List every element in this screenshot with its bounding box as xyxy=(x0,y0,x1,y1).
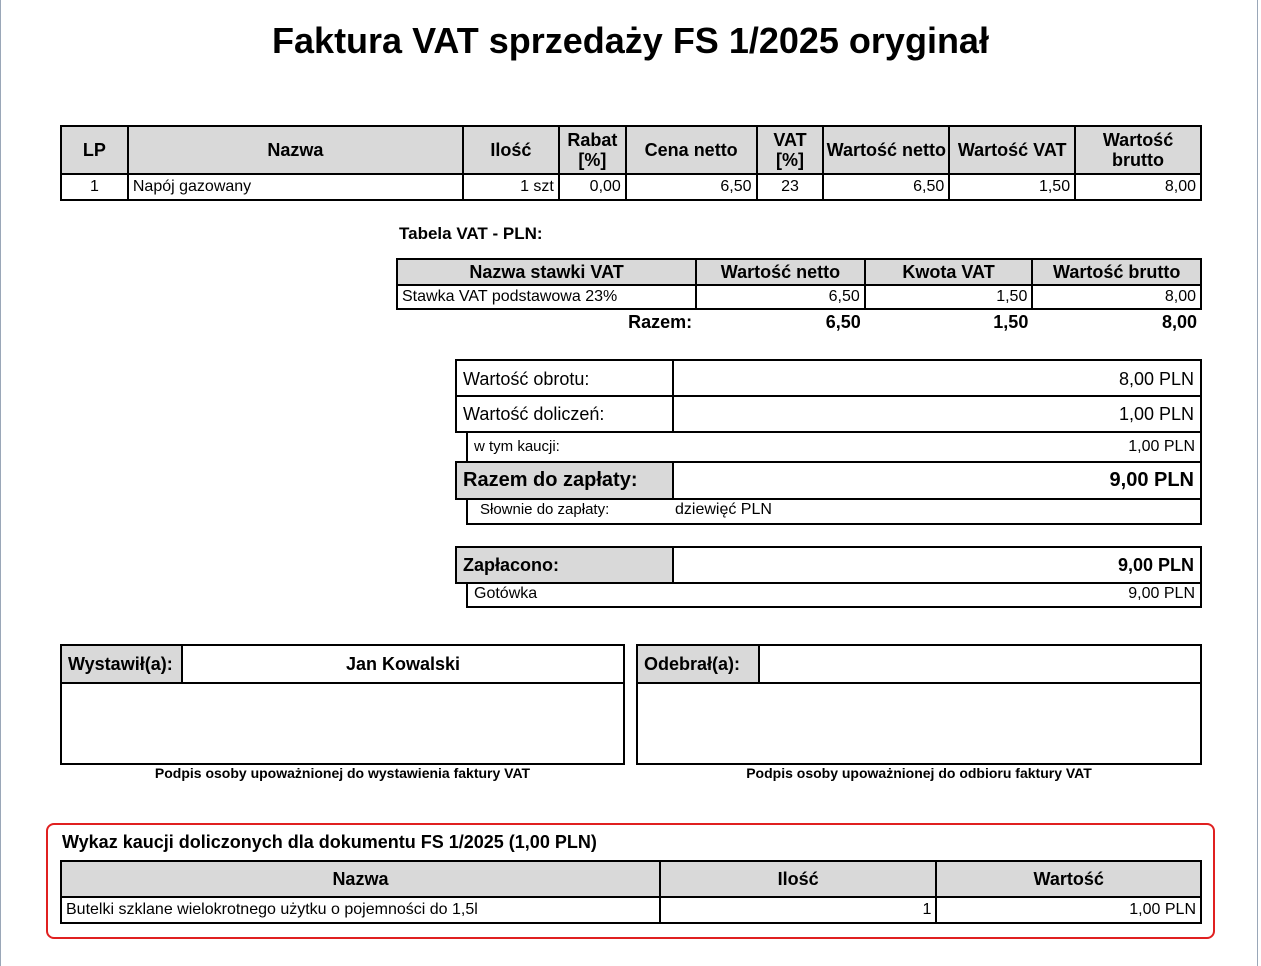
issuer-signature-header xyxy=(62,646,623,684)
item-lp: 1 xyxy=(61,174,128,200)
vat-header-row xyxy=(397,259,1201,285)
deposit-row xyxy=(466,431,1202,463)
issuer-signature-box xyxy=(60,644,625,765)
table-row xyxy=(397,285,1201,309)
paid-row xyxy=(455,546,1202,584)
header-qty: Ilość xyxy=(463,126,559,174)
header-net-value: Wartość netto xyxy=(823,126,949,174)
paid-value: 9,00 PLN xyxy=(1117,555,1194,575)
page-edge-right xyxy=(1257,0,1258,966)
vat-header-rate: Nazwa stawki VAT xyxy=(397,259,696,285)
words-value: dziewięć PLN xyxy=(675,501,772,518)
header-gross-line2: brutto xyxy=(1112,150,1165,170)
header-name: Nazwa xyxy=(128,126,463,174)
header-vat-line1: VAT xyxy=(773,130,807,150)
vat-net: 6,50 xyxy=(696,285,865,309)
payment-block xyxy=(455,546,1202,609)
paid-label: Zapłacono: xyxy=(463,555,560,575)
vat-rate-name: Stawka VAT podstawowa 23% xyxy=(397,285,696,309)
receiver-signature-caption: Podpis osoby upoważnionej do odbioru faktury VAT xyxy=(746,765,1092,781)
item-vat: 23 xyxy=(757,174,824,200)
vat-table-caption: Tabela VAT - PLN: xyxy=(399,224,543,243)
total-row xyxy=(455,461,1202,500)
header-discount xyxy=(559,126,626,174)
total-label: Razem do zapłaty: xyxy=(463,469,638,491)
vat-amount: 1,50 xyxy=(865,285,1033,309)
invoice-title: Faktura VAT sprzedaży FS 1/2025 oryginał xyxy=(272,20,989,61)
item-gross: 8,00 xyxy=(1075,174,1201,200)
header-net-price: Cena netto xyxy=(626,126,757,174)
vat-header-net: Wartość netto xyxy=(696,259,865,285)
deposit-header-value: Wartość xyxy=(936,861,1201,897)
header-vat xyxy=(757,126,824,174)
deposit-qty: 1 xyxy=(660,897,936,923)
header-gross-line1: Wartość xyxy=(1102,130,1174,150)
method-label: Gotówka xyxy=(474,585,538,602)
summary-divider xyxy=(672,463,674,498)
vat-header-gross: Wartość brutto xyxy=(1032,259,1201,285)
receiver-signature-header xyxy=(638,646,1200,684)
total-value: 9,00 PLN xyxy=(1109,469,1194,491)
turnover-value: 8,00 PLN xyxy=(1118,369,1194,389)
issuer-signature-area[interactable] xyxy=(62,682,623,763)
header-lp: LP xyxy=(61,126,128,174)
method-value: 9,00 PLN xyxy=(1128,585,1195,602)
deposit-table xyxy=(60,860,1202,924)
deposit-header-name: Nazwa xyxy=(61,861,660,897)
vat-total-gross: 8,00 xyxy=(1161,312,1197,332)
items-table xyxy=(60,125,1202,201)
header-vat-line2: [%] xyxy=(775,150,804,170)
deposit-title: Wykaz kaucji doliczonych dla dokumentu FS 1/2025 (1,00 PLN) xyxy=(62,832,597,852)
item-net-price: 6,50 xyxy=(626,174,757,200)
method-row xyxy=(466,582,1202,608)
vat-table xyxy=(396,258,1202,335)
vat-header-vat: Kwota VAT xyxy=(865,259,1033,285)
receiver-label: Odebrał(a): xyxy=(638,646,760,682)
deposit-value: 1,00 PLN xyxy=(936,897,1201,923)
item-qty: 1 szt xyxy=(463,174,559,200)
issuer-name: Jan Kowalski xyxy=(345,654,461,674)
header-vat-value: Wartość VAT xyxy=(949,126,1075,174)
table-row xyxy=(61,897,1201,923)
payment-divider xyxy=(672,548,674,582)
issuer-signature-caption: Podpis osoby upoważnionej do wystawienia faktury VAT xyxy=(154,765,531,781)
page-edge-left xyxy=(0,0,1,966)
words-label: Słownie do zapłaty: xyxy=(480,501,610,518)
item-vat-value: 1,50 xyxy=(949,174,1075,200)
turnover-label: Wartość obrotu: xyxy=(463,369,590,389)
vat-total-row xyxy=(397,309,1201,335)
vat-total-label: Razem: xyxy=(628,312,693,332)
items-header-row xyxy=(61,126,1201,174)
vat-total-net: 6,50 xyxy=(825,312,861,332)
receiver-signature-area[interactable] xyxy=(638,682,1200,763)
deposit-value: 1,00 PLN xyxy=(1128,438,1195,455)
deposit-header-row xyxy=(61,861,1201,897)
vat-total-vat: 1,50 xyxy=(993,312,1029,332)
vat-gross: 8,00 xyxy=(1032,285,1201,309)
words-row xyxy=(466,498,1202,525)
added-row xyxy=(455,395,1202,433)
issuer-label: Wystawił(a): xyxy=(62,646,183,682)
summary-block xyxy=(455,359,1202,525)
turnover-row xyxy=(455,359,1202,397)
item-net-value: 6,50 xyxy=(823,174,949,200)
summary-divider xyxy=(672,361,674,395)
header-discount-line2: [%] xyxy=(578,150,607,170)
item-discount: 0,00 xyxy=(559,174,626,200)
deposit-label: w tym kaucji: xyxy=(474,438,560,455)
receiver-signature-box xyxy=(636,644,1202,765)
summary-divider xyxy=(672,397,674,431)
deposit-header-qty: Ilość xyxy=(660,861,936,897)
receiver-name xyxy=(760,646,1200,682)
added-label: Wartość doliczeń: xyxy=(463,404,605,424)
deposit-name: Butelki szklane wielokrotnego użytku o pojemności do 1,5l xyxy=(61,897,660,923)
item-name: Napój gazowany xyxy=(128,174,463,200)
table-row xyxy=(61,174,1201,200)
added-value: 1,00 PLN xyxy=(1118,404,1194,424)
header-gross xyxy=(1075,126,1201,174)
header-discount-line1: Rabat xyxy=(567,130,618,150)
